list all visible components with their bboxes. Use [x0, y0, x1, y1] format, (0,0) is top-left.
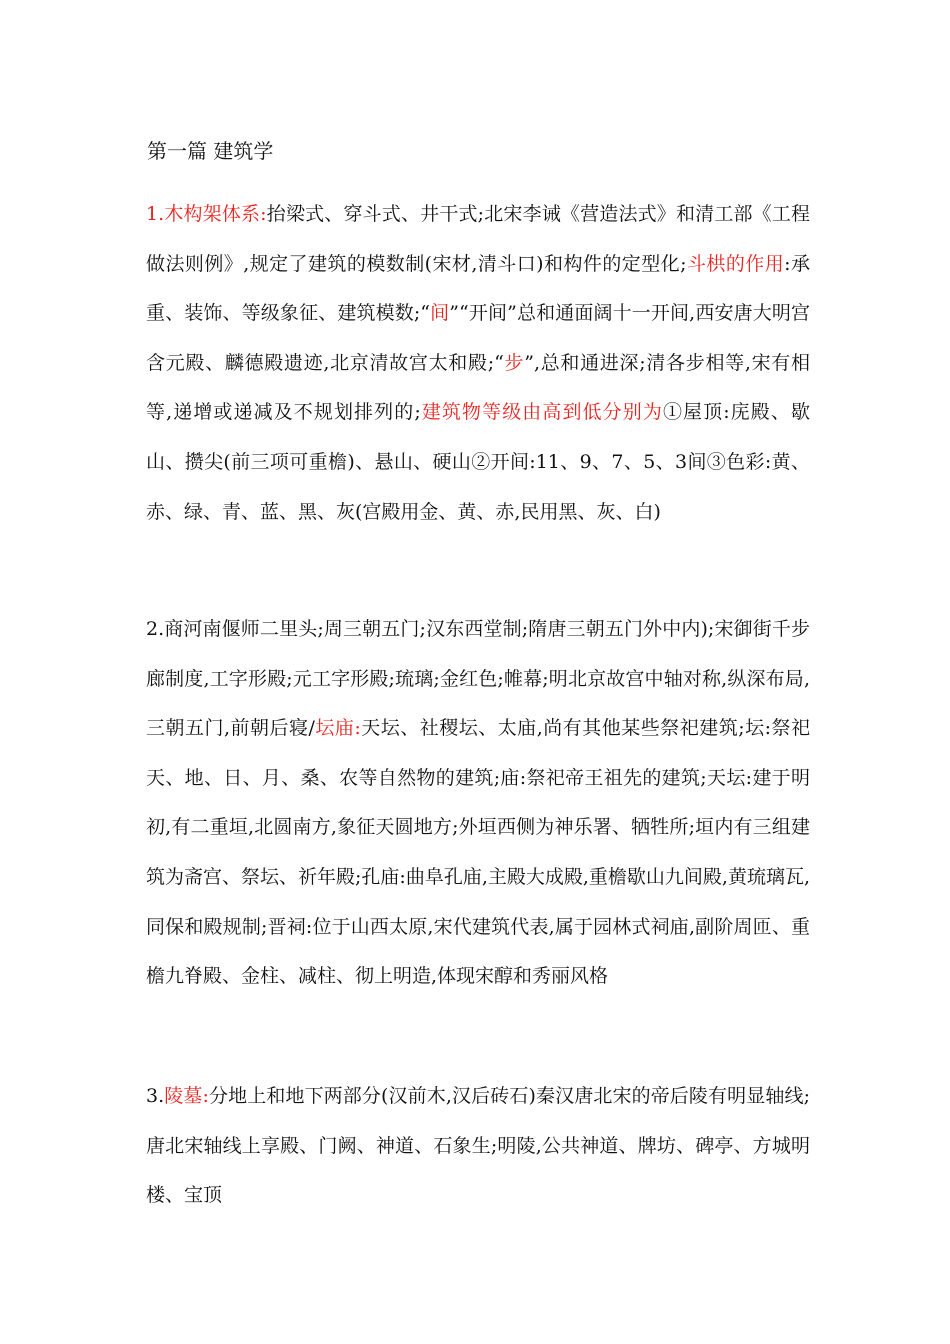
paragraph-text: 分地上和地下两部分(汉前木,汉后砖石)秦汉唐北宋的帝后陵有明显轴线;唐北宋轴线上享殿、门阙、神道、石象生;明陵,公共神道、牌坊、碑亭、方城明楼、宝顶 [146, 1085, 810, 1207]
paragraph-text: 2.商河南偃师二里头;周三朝五门;汉东西堂制;隋唐三朝五门外中内);宋御街千步廊制度,工字形殿;元工字形殿;琉璃;金红色;帷幕;明北京故宫中轴对称,纵深布局,三朝五门,前朝后寝/ [146, 618, 810, 740]
paragraph-text: ①屋顶:庑殿、歇山、攒尖(前三项可重檐)、悬山、硬山②开间:11、9、7、5、3间③色彩:黄、赤、绿、青、蓝、黑、灰(宫殿用金、黄、赤,民用黑、灰、白) [146, 401, 810, 523]
section-number: 3. [146, 1085, 165, 1107]
paragraph-text: 抬梁式、穿斗式、井干式;北宋李诫《营造法式》和清工部《工程做法则例》,规定了建筑的模数制(宋材,清斗口)和构件的定型化; [146, 203, 811, 275]
highlight-heading: 陵墓: [164, 1085, 209, 1107]
highlight-heading: 木构架体系: [164, 203, 267, 225]
paragraph-2 [146, 605, 810, 1002]
highlight-heading: 坛庙: [314, 717, 361, 740]
paragraph-text: 天坛、社稷坛、太庙,尚有其他某些祭祀建筑;坛:祭祀天、地、日、月、桑、农等自然物的建筑;庙:祭祀帝王祖先的建筑;天坛:建于明初,有二重垣,北圆南方,象征天圆地方;外垣西侧为神乐署、牺牲所;垣内有三组建筑为斋宫、祭坛、祈年殿;孔庙:曲阜孔庙,主殿大成殿,重檐歇山九间殿,黄琉璃瓦,同保和殿规制;晋祠:位于山西太原,宋代建筑代表,属于园林式祠庙,副阶周匝、重檐九脊殿、金柱、减柱、彻上明造,体现宋醇和秀丽风格 [146, 717, 811, 988]
paragraph-text: ”,总和通进深;清各步相等,宋有相等,递增或递减及不规划排列的; [146, 351, 810, 424]
highlight-heading: 步 [503, 351, 525, 374]
paragraph-3 [146, 1072, 810, 1221]
paragraph-1 [146, 190, 810, 537]
page-title: 第一篇 建筑学 [147, 139, 274, 163]
highlight-heading: 建筑物等级由高到低分别为 [420, 401, 663, 424]
paragraph-text: ”“开间”总和通面阔十一开间,西安唐大明宫含元殿、麟德殿遗迹,北京清故宫太和殿;“ [146, 302, 810, 374]
section-number: 1. [146, 203, 165, 225]
highlight-heading: 斗栱的作用 [686, 252, 785, 275]
paragraph-text: :承重、装饰、等级象征、建筑模数;“ [146, 252, 810, 325]
highlight-heading: 间 [429, 302, 450, 325]
